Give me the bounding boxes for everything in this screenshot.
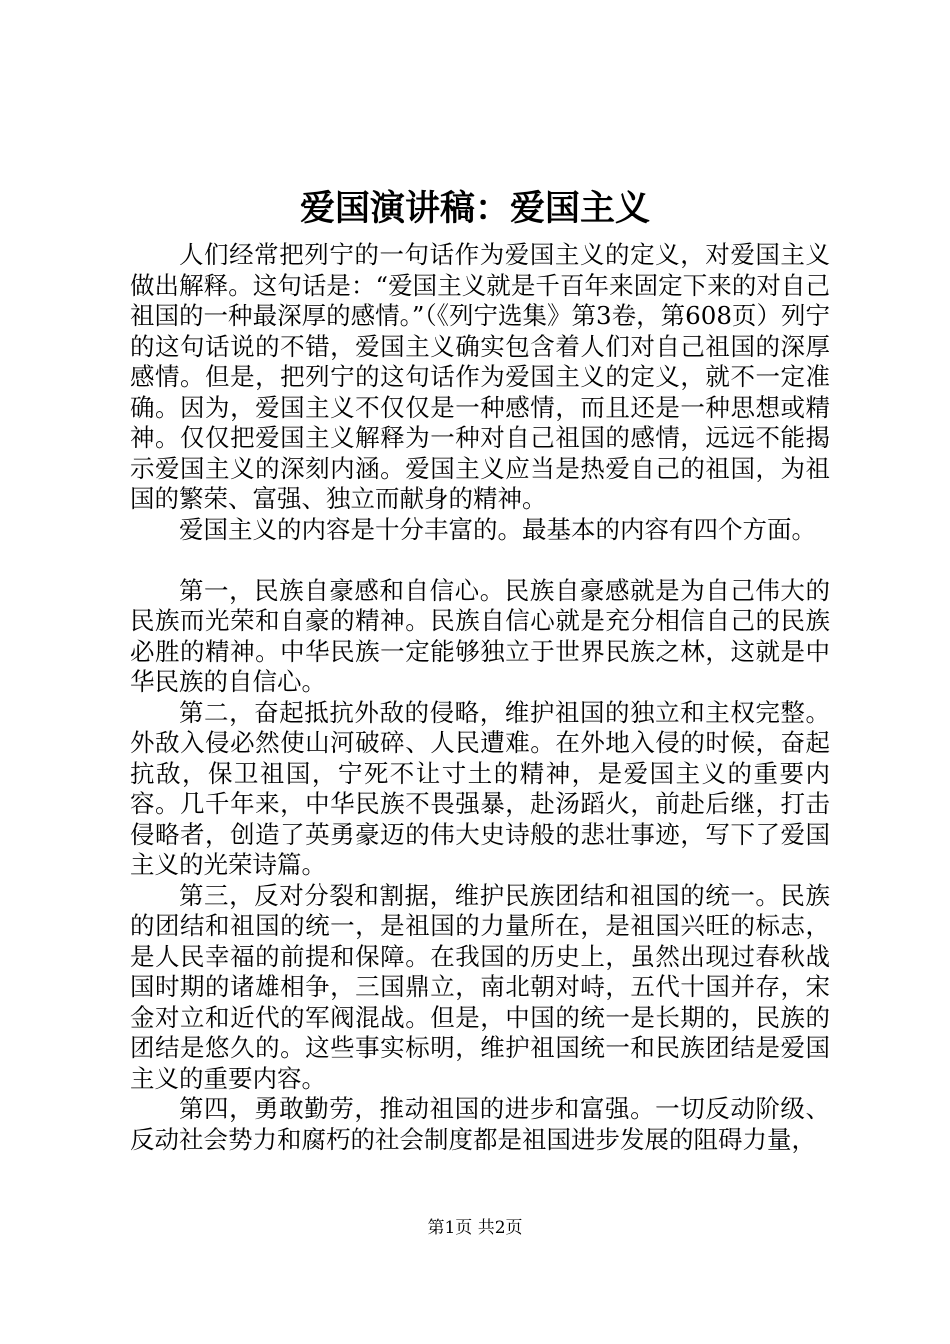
document-body <box>130 240 830 1155</box>
paragraph-point-four: 第四，勇敢勤劳，推动祖国的进步和富强。一切反动阶级、反动社会势力和腐朽的社会制度都是祖国进步发展的阻碍力量， <box>130 1094 830 1154</box>
paragraph-definition: 人们经常把列宁的一句话作为爱国主义的定义，对爱国主义做出解释。这句话是：“爱国主义就是千百年来固定下来的对自己祖国的一种最深厚的感情。”（《列宁选集》第3卷，第608页）列宁的这句话说的不错，爱国主义确实包含着人们对自己祖国的深厚感情。但是，把列宁的这句话作为爱国主义的定义，就不一定准确。因为，爱国主义不仅仅是一种感情，而且还是一种思想或精神。仅仅把爱国主义解释为一种对自己祖国的感情，远远不能揭示爱国主义的深刻内涵。爱国主义应当是热爱自己的祖国，为祖国的繁荣、富强、独立而献身的精神。 <box>130 240 830 513</box>
paragraph-point-three: 第三，反对分裂和割据，维护民族团结和祖国的统一。民族的团结和祖国的统一，是祖国的力量所在，是祖国兴旺的标志，是人民幸福的前提和保障。在我国的历史上，虽然出现过春秋战国时期的诸雄相争，三国鼎立，南北朝对峙，五代十国并存，宋金对立和近代的军阀混战。但是，中国的统一是长期的，民族的团结是悠久的。这些事实标明，维护祖国统一和民族团结是爱国主义的重要内容。 <box>130 880 830 1093</box>
paragraph-spacer <box>130 545 830 576</box>
paragraph-point-two: 第二，奋起抵抗外敌的侵略，维护祖国的独立和主权完整。外敌入侵必然使山河破碎、人民遭难。在外地入侵的时候，奋起抗敌，保卫祖国，宁死不让寸土的精神，是爱国主义的重要内容。几千年来，中华民族不畏强暴，赴汤蹈火，前赴后继，打击侵略者，创造了英勇豪迈的伟大史诗般的悲壮事迹，写下了爱国主义的光荣诗篇。 <box>130 697 830 879</box>
document-title: 爱国演讲稿：爱国主义 <box>299 188 650 229</box>
page-footer: 第1页 共2页 <box>427 1218 523 1238</box>
paragraph-content-intro: 爱国主义的内容是十分丰富的。最基本的内容有四个方面。 <box>179 514 816 544</box>
paragraph-point-one: 第一，民族自豪感和自信心。民族自豪感就是为自己伟大的民族而光荣和自豪的精神。民族自信心就是充分相信自己的民族必胜的精神。中华民族一定能够独立于世界民族之林，这就是中华民族的自信心。 <box>130 575 830 696</box>
